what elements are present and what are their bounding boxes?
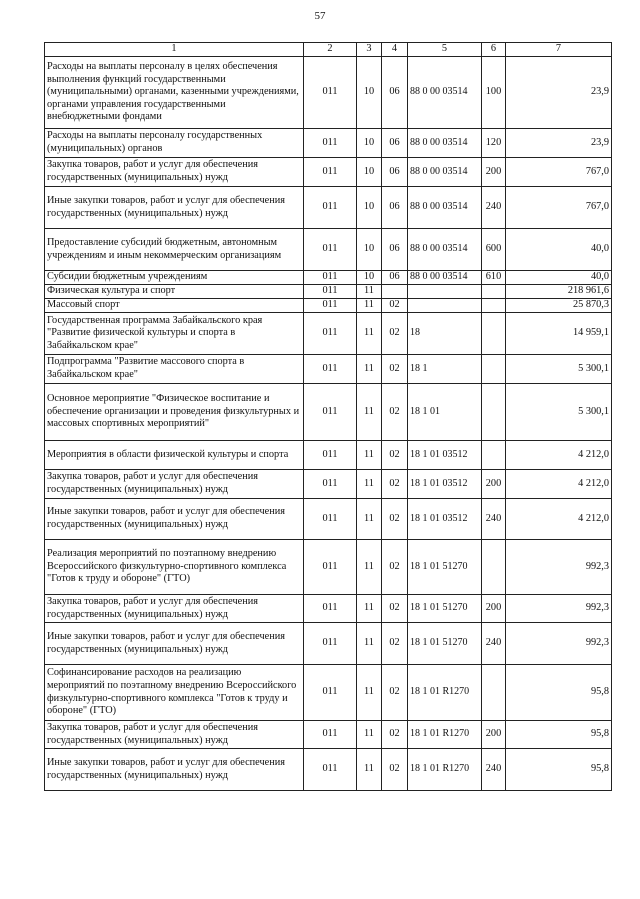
row-section: 11 (357, 623, 382, 665)
row-subsection: 02 (382, 721, 408, 749)
row-name: Софинансирование расходов на реализацию мероприятий по поэтапному внедрению Всероссийского физкультурно-спортивного комплекса "Готов к труду и обороне" (ГТО) (45, 665, 304, 721)
row-target-article: 18 1 01 R1270 (408, 721, 482, 749)
row-amount: 218 961,6 (506, 285, 612, 299)
row-expense-type: 200 (482, 470, 506, 499)
row-subsection: 06 (382, 129, 408, 158)
row-target-article: 88 0 00 03514 (408, 158, 482, 187)
table-row (45, 158, 612, 187)
table-row (45, 721, 612, 749)
column-header-section: 3 (357, 43, 382, 57)
row-target-article: 88 0 00 03514 (408, 57, 482, 129)
row-name: Закупка товаров, работ и услуг для обеспечения государственных (муниципальных) нужд (45, 721, 304, 749)
row-name: Реализация мероприятий по поэтапному внедрению Всероссийского физкультурно-спортивного комплекса "Готов к труду и обороне" (ГТО) (45, 540, 304, 595)
row-target-article: 18 1 01 (408, 384, 482, 441)
table-row (45, 299, 612, 313)
row-name: Закупка товаров, работ и услуг для обеспечения государственных (муниципальных) нужд (45, 595, 304, 623)
row-expense-type (482, 285, 506, 299)
row-name: Закупка товаров, работ и услуг для обеспечения государственных (муниципальных) нужд (45, 158, 304, 187)
row-ministry: 011 (304, 158, 357, 187)
row-name: Иные закупки товаров, работ и услуг для обеспечения государственных (муниципальных) нужд (45, 749, 304, 791)
row-target-article: 18 (408, 313, 482, 355)
row-name: Предоставление субсидий бюджетным, автономным учреждениям и иным некоммерческим организациям (45, 229, 304, 271)
row-subsection: 02 (382, 441, 408, 470)
row-target-article: 18 1 01 51270 (408, 540, 482, 595)
row-section: 11 (357, 441, 382, 470)
row-amount: 992,3 (506, 595, 612, 623)
row-subsection: 02 (382, 384, 408, 441)
row-expense-type: 100 (482, 57, 506, 129)
table-row (45, 623, 612, 665)
row-expense-type: 200 (482, 158, 506, 187)
row-expense-type: 610 (482, 271, 506, 285)
row-amount: 95,8 (506, 721, 612, 749)
table-row (45, 57, 612, 129)
row-target-article (408, 285, 482, 299)
row-subsection: 02 (382, 470, 408, 499)
row-expense-type (482, 313, 506, 355)
table-row (45, 540, 612, 595)
row-amount: 4 212,0 (506, 470, 612, 499)
row-expense-type: 240 (482, 187, 506, 229)
table-row (45, 595, 612, 623)
row-target-article: 88 0 00 03514 (408, 129, 482, 158)
row-expense-type (482, 384, 506, 441)
row-subsection: 02 (382, 499, 408, 540)
row-section: 11 (357, 355, 382, 384)
row-ministry: 011 (304, 313, 357, 355)
table-row (45, 384, 612, 441)
table-row (45, 229, 612, 271)
row-section: 10 (357, 271, 382, 285)
row-section: 11 (357, 470, 382, 499)
row-target-article (408, 299, 482, 313)
row-section: 11 (357, 499, 382, 540)
row-subsection: 02 (382, 665, 408, 721)
row-amount: 767,0 (506, 187, 612, 229)
table-row (45, 271, 612, 285)
row-section: 11 (357, 665, 382, 721)
row-expense-type (482, 355, 506, 384)
table-row (45, 470, 612, 499)
row-expense-type: 240 (482, 749, 506, 791)
row-section: 11 (357, 285, 382, 299)
row-ministry: 011 (304, 595, 357, 623)
row-name: Иные закупки товаров, работ и услуг для обеспечения государственных (муниципальных) нужд (45, 623, 304, 665)
row-ministry: 011 (304, 721, 357, 749)
row-section: 11 (357, 749, 382, 791)
row-expense-type: 120 (482, 129, 506, 158)
column-header-subsection: 4 (382, 43, 408, 57)
row-name: Субсидии бюджетным учреждениям (45, 271, 304, 285)
row-ministry: 011 (304, 540, 357, 595)
row-target-article: 88 0 00 03514 (408, 271, 482, 285)
row-ministry: 011 (304, 470, 357, 499)
row-name: Расходы на выплаты персоналу государственных (муниципальных) органов (45, 129, 304, 158)
table-body (45, 57, 612, 791)
row-section: 10 (357, 229, 382, 271)
row-target-article: 18 1 01 51270 (408, 623, 482, 665)
row-section: 11 (357, 540, 382, 595)
table-row (45, 355, 612, 384)
row-section: 10 (357, 158, 382, 187)
row-subsection: 06 (382, 158, 408, 187)
row-subsection: 06 (382, 57, 408, 129)
row-amount: 25 870,3 (506, 299, 612, 313)
row-amount: 767,0 (506, 158, 612, 187)
row-section: 11 (357, 384, 382, 441)
row-subsection: 02 (382, 595, 408, 623)
row-expense-type (482, 299, 506, 313)
row-amount: 23,9 (506, 57, 612, 129)
row-amount: 14 959,1 (506, 313, 612, 355)
row-subsection: 02 (382, 623, 408, 665)
row-expense-type: 600 (482, 229, 506, 271)
row-amount: 5 300,1 (506, 355, 612, 384)
row-subsection: 06 (382, 229, 408, 271)
row-ministry: 011 (304, 384, 357, 441)
row-ministry: 011 (304, 57, 357, 129)
table-row (45, 749, 612, 791)
row-section: 10 (357, 57, 382, 129)
column-header-expense-type: 6 (482, 43, 506, 57)
row-subsection: 02 (382, 749, 408, 791)
row-target-article: 18 1 01 03512 (408, 499, 482, 540)
row-name: Мероприятия в области физической культуры и спорта (45, 441, 304, 470)
row-subsection: 02 (382, 355, 408, 384)
row-ministry: 011 (304, 665, 357, 721)
row-amount: 992,3 (506, 623, 612, 665)
row-ministry: 011 (304, 441, 357, 470)
row-amount: 23,9 (506, 129, 612, 158)
table-row (45, 187, 612, 229)
row-amount: 5 300,1 (506, 384, 612, 441)
row-expense-type (482, 665, 506, 721)
row-target-article: 18 1 01 R1270 (408, 749, 482, 791)
row-amount: 992,3 (506, 540, 612, 595)
row-ministry: 011 (304, 499, 357, 540)
column-header-target-article: 5 (408, 43, 482, 57)
row-ministry: 011 (304, 187, 357, 229)
row-expense-type (482, 540, 506, 595)
row-expense-type: 240 (482, 623, 506, 665)
row-name: Иные закупки товаров, работ и услуг для обеспечения государственных (муниципальных) нужд (45, 187, 304, 229)
table-header-row (45, 43, 612, 57)
row-subsection: 06 (382, 271, 408, 285)
budget-table (44, 42, 612, 791)
row-target-article: 18 1 01 03512 (408, 441, 482, 470)
row-name: Основное мероприятие "Физическое воспитание и обеспечение организации и проведения физкультурных и массовых спортивных мероприятий" (45, 384, 304, 441)
row-section: 11 (357, 313, 382, 355)
row-ministry: 011 (304, 299, 357, 313)
row-name: Подпрограмма "Развитие массового спорта в Забайкальском крае" (45, 355, 304, 384)
row-amount: 40,0 (506, 229, 612, 271)
column-header-ministry: 2 (304, 43, 357, 57)
column-header-name: 1 (45, 43, 304, 57)
row-amount: 95,8 (506, 749, 612, 791)
table-row (45, 499, 612, 540)
row-name: Иные закупки товаров, работ и услуг для обеспечения государственных (муниципальных) нужд (45, 499, 304, 540)
table-row (45, 441, 612, 470)
row-name: Расходы на выплаты персоналу в целях обеспечения выполнения функций государственными (муниципальными) органами, казенными учреждениями, органами управления государственными внебюджетными фондами (45, 57, 304, 129)
row-target-article: 18 1 01 51270 (408, 595, 482, 623)
row-target-article: 18 1 01 03512 (408, 470, 482, 499)
row-ministry: 011 (304, 749, 357, 791)
column-header-amount: 7 (506, 43, 612, 57)
row-target-article: 18 1 01 R1270 (408, 665, 482, 721)
table-row (45, 129, 612, 158)
row-expense-type: 200 (482, 595, 506, 623)
row-name: Физическая культура и спорт (45, 285, 304, 299)
page-number: 57 (314, 10, 326, 22)
row-ministry: 011 (304, 271, 357, 285)
row-section: 11 (357, 595, 382, 623)
row-name: Закупка товаров, работ и услуг для обеспечения государственных (муниципальных) нужд (45, 470, 304, 499)
table-row (45, 285, 612, 299)
row-subsection: 06 (382, 187, 408, 229)
row-section: 10 (357, 129, 382, 158)
row-name: Массовый спорт (45, 299, 304, 313)
row-target-article: 18 1 (408, 355, 482, 384)
row-subsection: 02 (382, 313, 408, 355)
row-section: 10 (357, 187, 382, 229)
row-amount: 4 212,0 (506, 441, 612, 470)
row-subsection: 02 (382, 540, 408, 595)
row-section: 11 (357, 299, 382, 313)
table-row (45, 665, 612, 721)
row-section: 11 (357, 721, 382, 749)
row-ministry: 011 (304, 129, 357, 158)
row-amount: 95,8 (506, 665, 612, 721)
row-amount: 40,0 (506, 271, 612, 285)
row-subsection (382, 285, 408, 299)
row-name: Государственная программа Забайкальского края "Развитие физической культуры и спорта в Забайкальском крае" (45, 313, 304, 355)
row-expense-type (482, 441, 506, 470)
row-target-article: 88 0 00 03514 (408, 187, 482, 229)
row-target-article: 88 0 00 03514 (408, 229, 482, 271)
row-subsection: 02 (382, 299, 408, 313)
row-amount: 4 212,0 (506, 499, 612, 540)
row-expense-type: 240 (482, 499, 506, 540)
row-expense-type: 200 (482, 721, 506, 749)
row-ministry: 011 (304, 623, 357, 665)
table-row (45, 313, 612, 355)
row-ministry: 011 (304, 285, 357, 299)
row-ministry: 011 (304, 229, 357, 271)
row-ministry: 011 (304, 355, 357, 384)
